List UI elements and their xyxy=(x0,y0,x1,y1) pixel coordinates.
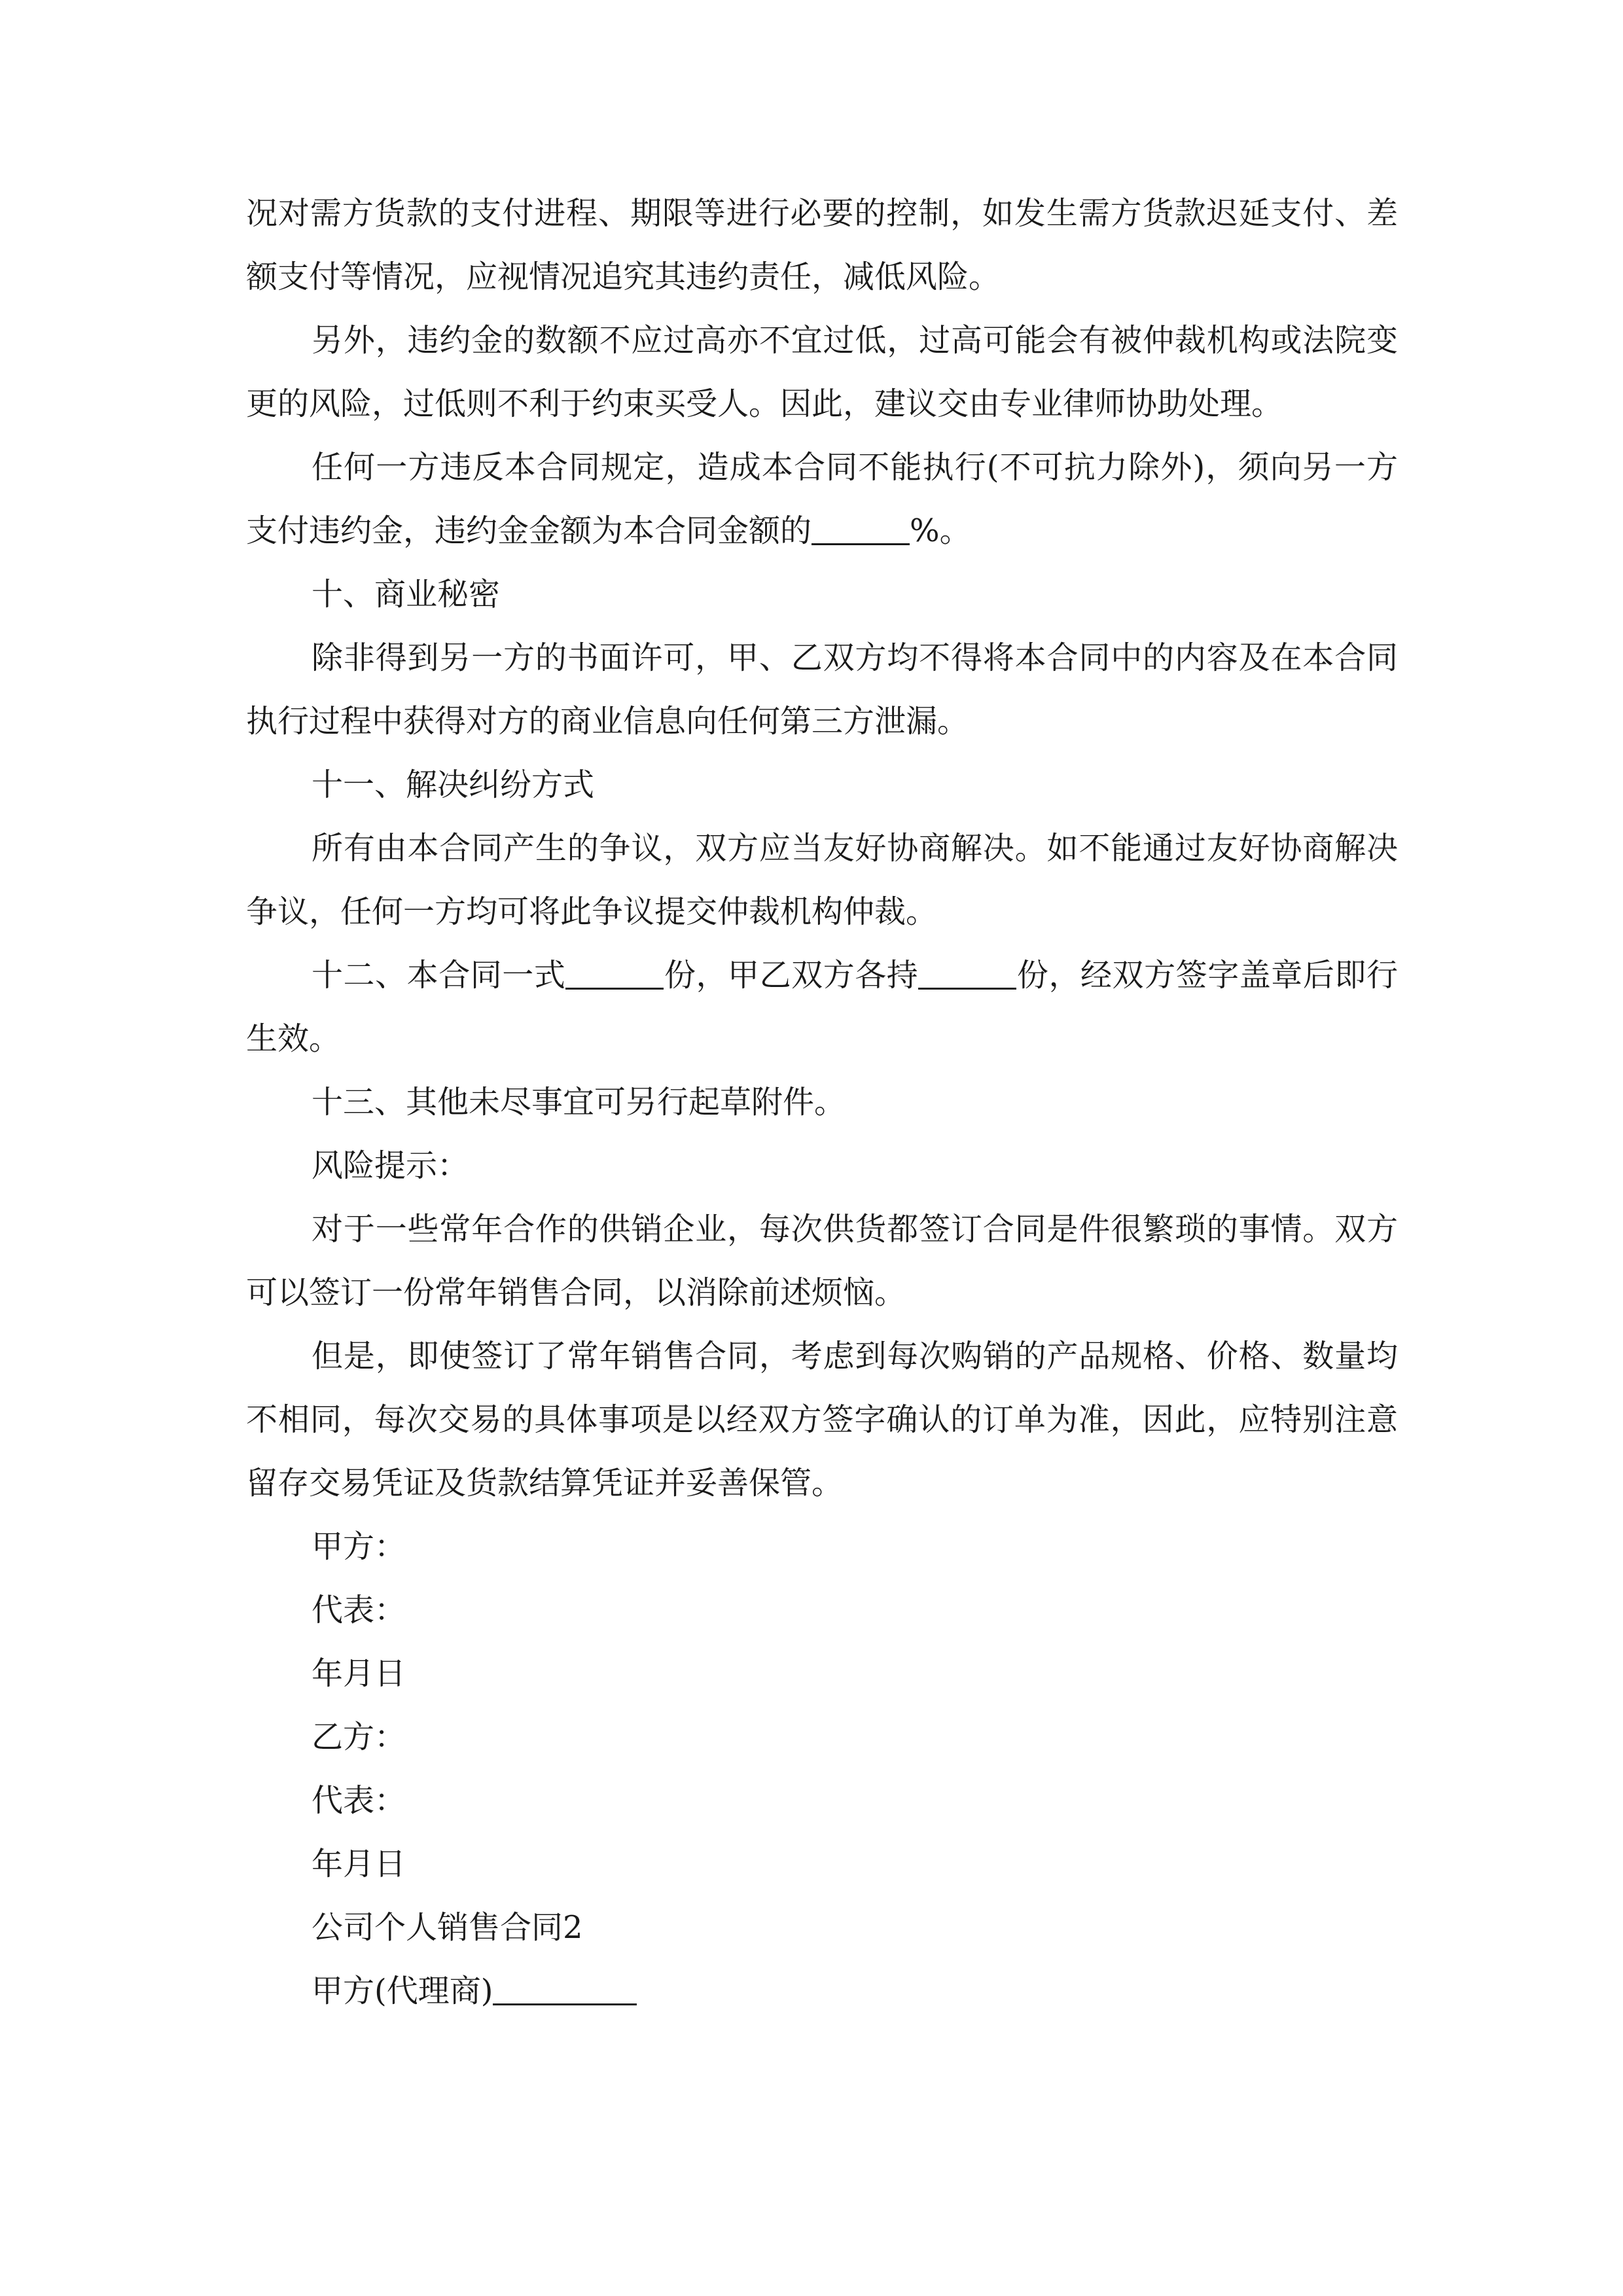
copies-clause-part1: 十二、本合同一式 xyxy=(312,957,566,994)
copies-clause-part3: 份，经双方签字盖章后即行生效。 xyxy=(246,957,1398,1057)
paragraph-trade-secrets: 除非得到另一方的书面许可，甲、乙双方均不得将本合同中的内容及在本合同执行过程中获得对方的商业信息向任何第三方泄漏。 xyxy=(246,639,1398,740)
signature-date-a: 年月日 xyxy=(312,1655,406,1692)
copies-clause-part2: 份，甲乙双方各持 xyxy=(664,957,919,994)
next-contract-party-a-label: 甲方(代理商) xyxy=(312,1973,493,2009)
signature-rep-a: 代表： xyxy=(312,1592,406,1628)
penalty-percent-blank xyxy=(812,512,910,545)
risk-notice-title: 风险提示： xyxy=(312,1147,469,1184)
section-heading-trade-secrets: 十、商业秘密 xyxy=(312,576,501,613)
penalty-clause-text: 任何一方违反本合同规定，造成本合同不能执行(不可抗力除外)，须向另一方支付违约金，违约金金额为本合同金额的 xyxy=(246,449,1398,549)
paragraph-annual-contract: 对于一些常年合作的供销企业，每次供货都签订合同是件很繁琐的事情。双方可以签订一份常年销售合同，以消除前述烦恼。 xyxy=(246,1211,1398,1311)
paragraph-keep-vouchers: 但是，即使签订了常年销售合同，考虑到每次购销的产品规格、价格、数量均不相同，每次交易的具体事项是以经双方签字确认的订单为准，因此，应特别注意留存交易凭证及货款结算凭证并妥善保管。 xyxy=(246,1338,1398,1501)
section-heading-dispute-resolution: 十一、解决纠纷方式 xyxy=(312,766,595,803)
section-heading-other-matters: 十三、其他未尽事宜可另行起草附件。 xyxy=(312,1084,846,1121)
paragraph-dispute-resolution: 所有由本合同产生的争议，双方应当友好协商解决。如不能通过友好协商解决争议，任何一方均可将此争议提交仲裁机构仲裁。 xyxy=(246,830,1398,930)
penalty-clause-suffix: %。 xyxy=(910,512,971,549)
paragraph-penalty-clause xyxy=(246,436,1398,563)
signature-party-a: 甲方： xyxy=(312,1528,406,1565)
paragraph-payment-control: 况对需方货款的支付进程、期限等进行必要的控制，如发生需方货款迟延支付、差额支付等情况，应视情况追究其违约责任，减低风险。 xyxy=(246,195,1398,295)
signature-party-b: 乙方： xyxy=(312,1719,406,1755)
agent-name-blank xyxy=(493,1972,637,2005)
document-body xyxy=(246,182,1398,2023)
signature-date-b: 年月日 xyxy=(312,1846,406,1882)
copies-each-blank xyxy=(918,956,1016,990)
next-contract-party-a xyxy=(246,1960,1398,2023)
copies-total-blank xyxy=(565,956,664,990)
next-contract-title: 公司个人销售合同2 xyxy=(312,1909,583,1946)
signature-rep-b: 代表： xyxy=(312,1782,406,1819)
paragraph-penalty-amount-advice: 另外，违约金的数额不应过高亦不宜过低，过高可能会有被仲裁机构或法院变更的风险，过低则不利于约束买受人。因此，建议交由专业律师协助处理。 xyxy=(246,322,1398,422)
paragraph-copies-clause xyxy=(246,944,1398,1071)
